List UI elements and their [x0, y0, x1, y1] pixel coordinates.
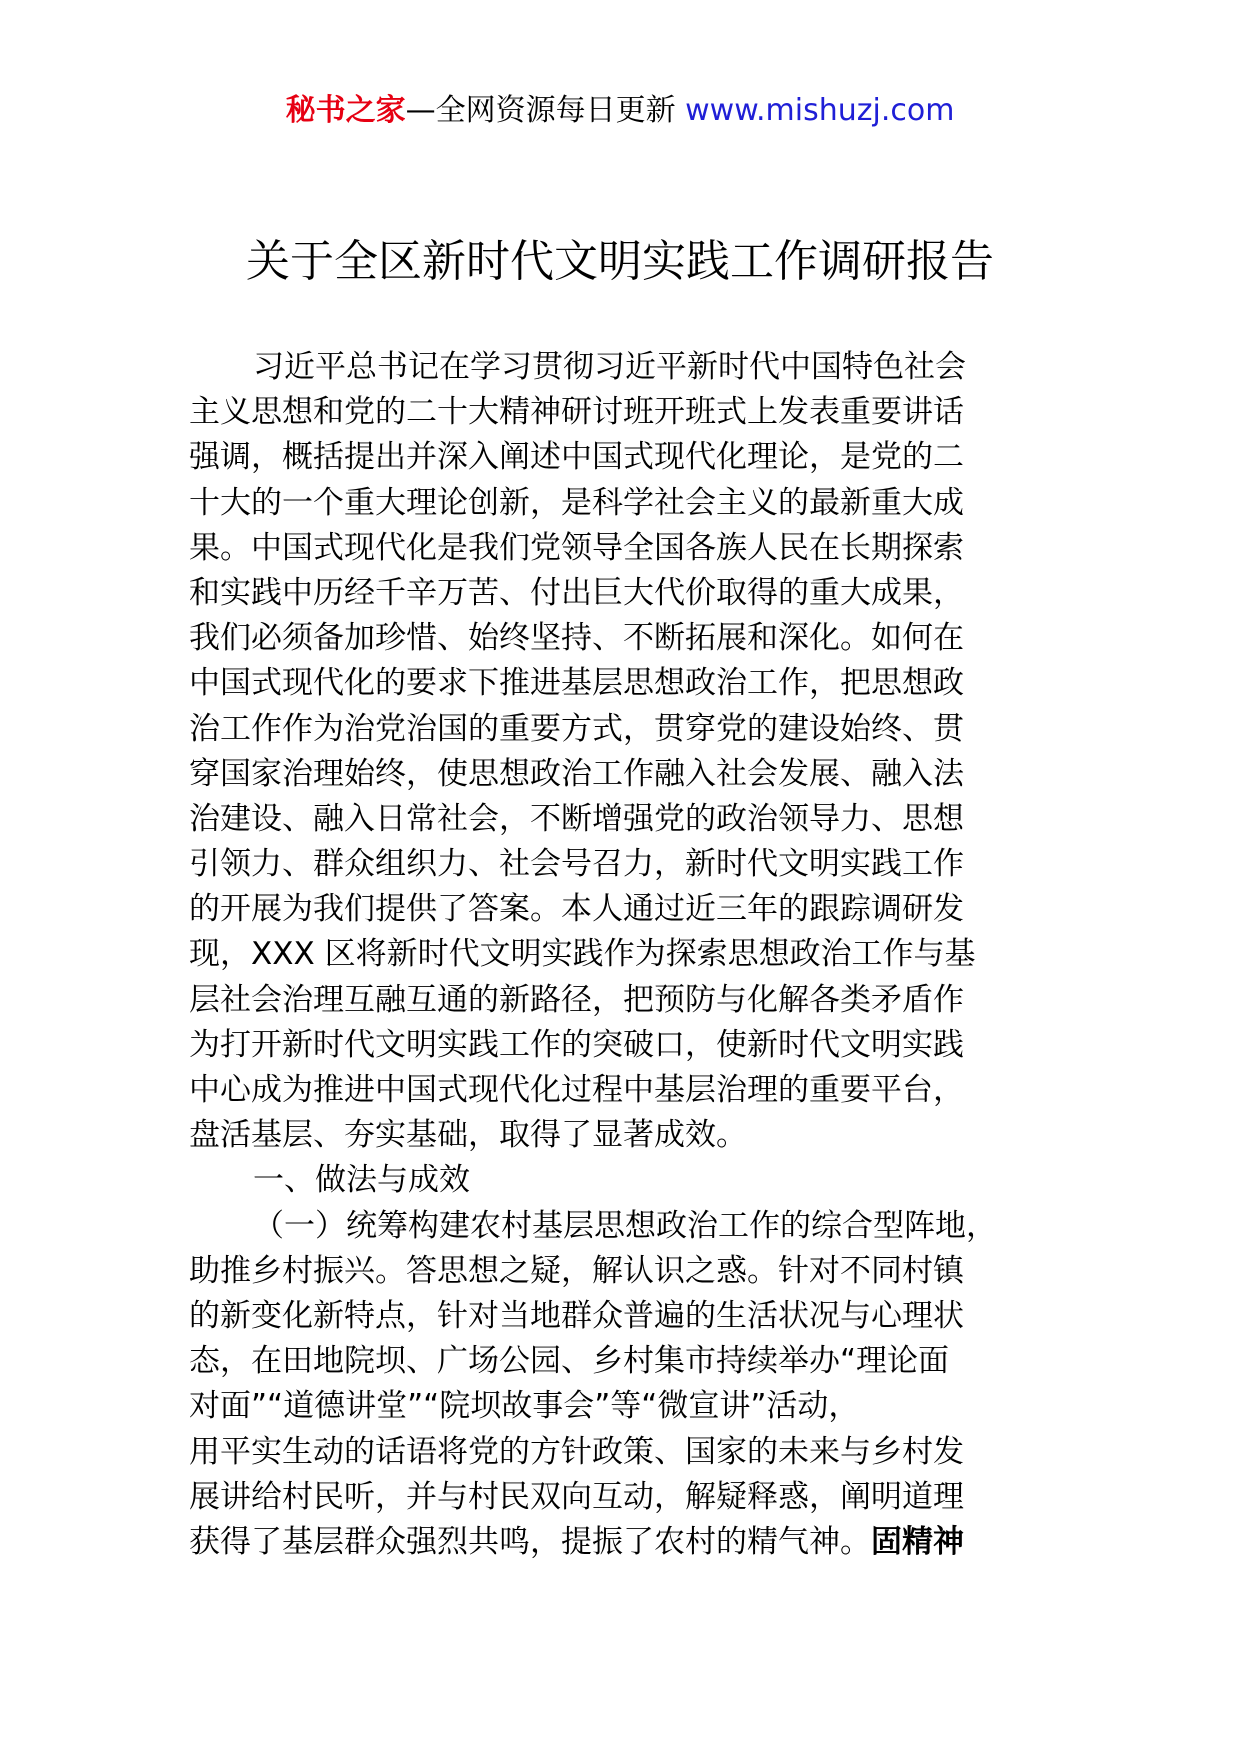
paragraph-line: 为打开新时代文明实践工作的突破口，使新时代文明实践: [189, 1026, 964, 1063]
paragraph-text: 获得了基层群众强烈共鸣，提振了农村的精气神。: [189, 1523, 871, 1560]
paragraph-line: 的新变化新特点，针对当地群众普遍的生活状况与心理状: [189, 1297, 964, 1334]
paragraph-line: 引领力、群众组织力、社会号召力，新时代文明实践工作: [189, 846, 964, 883]
paragraph-line: 治建设、融入日常社会，不断增强党的政治领导力、思想: [189, 800, 964, 837]
paragraph-line: 和实践中历经千辛万苦、付出巨大代价取得的重大成果，: [189, 574, 964, 611]
paragraph-line: 十大的一个重大理论创新，是科学社会主义的最新重大成: [189, 484, 964, 521]
paragraph-line: 态，在田地院坝、广场公园、乡村集市持续举办“理论面: [189, 1343, 950, 1380]
paragraph-line: 中心成为推进中国式现代化过程中基层治理的重要平台，: [189, 1072, 964, 1108]
paragraph-line: 强调，概括提出并深入阐述中国式现代化理论，是党的二: [189, 439, 964, 476]
paragraph-line: 对面”“道德讲堂”“院坝故事会”等“微宣讲”活动，: [189, 1388, 860, 1425]
section-heading: 一、做法与成效: [253, 1162, 470, 1199]
paragraph-line: 治工作作为治党治国的重要方式，贯穿党的建设始终、贯: [189, 710, 964, 747]
bold-emphasis: 固精神: [871, 1523, 964, 1560]
document-title: 关于全区新时代文明实践工作调研报告: [246, 236, 994, 287]
document-body: [189, 345, 1069, 1565]
paragraph-line: 主义思想和党的二十大精神研讨班开班式上发表重要讲话: [189, 394, 964, 431]
paragraph-line: 展讲给村民听，并与村民双向互动，解疑释惑，阐明道理: [189, 1478, 964, 1515]
paragraph-line: 盘活基层、夯实基础，取得了显著成效。: [189, 1117, 747, 1154]
paragraph-line-last: [189, 1520, 1069, 1565]
site-tagline: —全网资源每日更新: [405, 93, 686, 128]
site-header: [0, 90, 1240, 132]
paragraph-line: 中国式现代化的要求下推进基层思想政治工作，把思想政: [189, 665, 964, 702]
site-brand: 秘书之家: [285, 93, 406, 128]
paragraph-line: 穿国家治理始终，使思想政治工作融入社会发展、融入法: [189, 755, 964, 792]
paragraph-line: 层社会治理互融互通的新路径，把预防与化解各类矛盾作: [189, 981, 964, 1018]
paragraph-line: 果。中国式现代化是我们党领导全国各族人民在长期探索: [189, 529, 964, 566]
paragraph-line: 我们必须备加珍惜、始终坚持、不断拓展和深化。如何在: [189, 620, 964, 657]
site-url[interactable]: www.mishuzj.com: [685, 93, 955, 128]
paragraph-line: 习近平总书记在学习贯彻习近平新时代中国特色社会: [253, 349, 966, 385]
paragraph-line: 现，XXX 区将新时代文明实践作为探索思想政治工作与基: [189, 936, 976, 973]
subsection-heading-line: （一）统筹构建农村基层思想政治工作的综合型阵地，: [253, 1207, 997, 1244]
paragraph-line: 用平实生动的话语将党的方针政策、国家的未来与乡村发: [189, 1433, 964, 1470]
paragraph-line: 助推乡村振兴。答思想之疑，解认识之惑。针对不同村镇: [189, 1252, 964, 1289]
paragraph-line: 的开展为我们提供了答案。本人通过近三年的跟踪调研发: [189, 891, 964, 928]
